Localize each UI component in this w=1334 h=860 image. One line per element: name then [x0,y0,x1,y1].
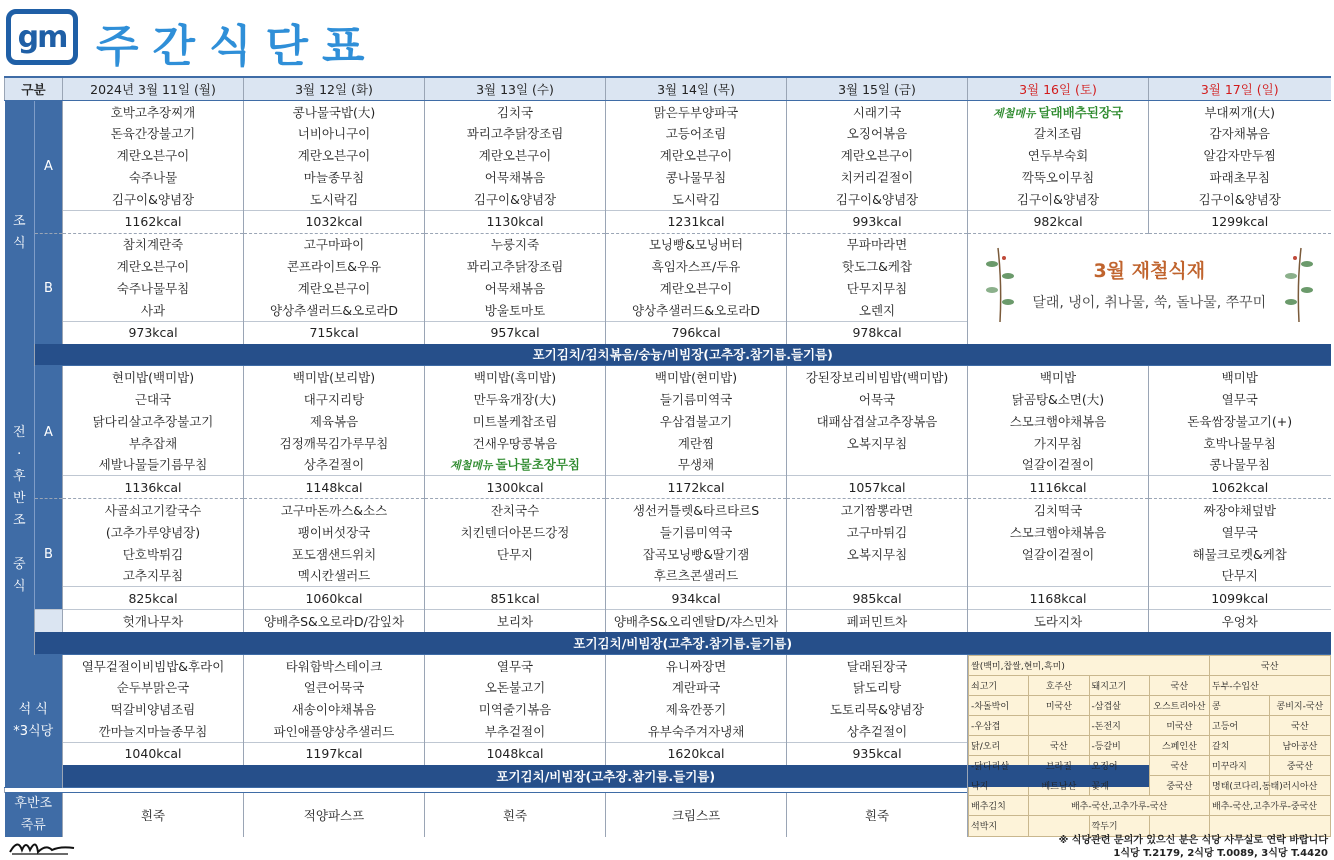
origin-cell: 콩 [1210,695,1270,715]
menu-item: 방울토마토 [425,299,606,321]
origin-cell: 중국산 [1149,776,1209,796]
origin-cell: 미국산 [1149,715,1209,735]
origin-cell: 국산 [1210,655,1331,675]
menu-item: 포도잼샌드위치 [244,543,425,565]
menu-item: 오돈불고기 [425,677,606,699]
menu-item: 부추잡채 [63,432,244,454]
menu-item: 오복지무침 [787,543,968,565]
origin-cell: 쌀(백미,찹쌀,현미,흑미) [969,655,1210,675]
origin-cell: 호주산 [1029,675,1089,695]
breakfast-b-label: B [35,233,63,343]
contact-note: ※ 식당관련 문의가 있으신 분은 식당 사무실로 연락 바랍니다 [1058,835,1328,846]
menu-item: 계란오븐구이 [244,144,425,166]
menu-item: 닭곰탕&소면(大) [968,388,1149,410]
menu-item: 백미밥(보리밥) [244,366,425,388]
late-porridge-section [5,792,63,837]
menu-item: 만두육개장(大) [425,388,606,410]
menu-item: 숙주나물무침 [63,277,244,299]
kcal-value: 1197kcal [244,742,425,764]
kcal-value: 1620kcal [606,742,787,764]
kcal-value: 1099kcal [1149,587,1331,610]
menu-item: 들기름미역국 [606,521,787,543]
menu-item: 백미밥(현미밥) [606,366,787,388]
menu-item: 파인애플양상추샐러드 [244,720,425,742]
page-title: 주간식단표 [96,21,379,72]
menu-item: 계란찜 [606,432,787,454]
menu-item: 떡갈비양념조림 [63,698,244,720]
tea-item: 양배추S&오로라D/감잎차 [244,610,425,632]
menu-item: 열무국 [1149,388,1331,410]
menu-item: 생선커틀렛&타르타르S [606,499,787,521]
menu-item: 고추지무침 [63,565,244,587]
origin-cell: -삼겹살 [1089,695,1149,715]
menu-item: 세발나물들기름무침 [63,454,244,476]
origin-cell: -닭다리살 [969,756,1029,776]
tea-item: 우엉차 [1149,610,1331,632]
menu-item [968,565,1149,587]
day-header: 3월 12일 (화) [244,77,425,100]
kcal-value: 1040kcal [63,742,244,764]
lunch-common-sides: 포기김치/비빔장(고추장.참기름.들기름) [35,632,1331,654]
menu-item: 숙주나물 [63,166,244,188]
menu-item: 잔치국수 [425,499,606,521]
menu-item: 사과 [63,299,244,321]
kcal-value: 1168kcal [968,587,1149,610]
menu-item: 도시락김 [244,188,425,210]
menu-item: 김구이&양념장 [425,188,606,210]
signature-image [8,836,78,858]
menu-item: 오렌지 [787,299,968,321]
menu-item: 어묵채볶음 [425,277,606,299]
menu-item: 알감자만두찜 [1149,144,1331,166]
menu-item: 양상추샐러드&오로라D [244,299,425,321]
origin-cell: 쇠고기 [969,675,1029,695]
menu-item: 파래초무침 [1149,166,1331,188]
menu-item: 부추겉절이 [425,720,606,742]
tea-row-spacer [35,610,63,632]
kcal-value: 1062kcal [1149,476,1331,499]
menu-item: 단무지 [425,543,606,565]
menu-item: 미역줄기볶음 [425,698,606,720]
menu-item: 부대찌개(大) [1149,100,1331,122]
menu-item: 치킨텐더아몬드강정 [425,521,606,543]
origin-cell: -돈전지 [1089,715,1149,735]
menu-item: 연두부숙회 [968,144,1149,166]
tea-item: 양배추S&오리엔탈D/쟈스민차 [606,610,787,632]
menu-item: 맑은두부양파국 [606,100,787,122]
menu-item: (고추가루양념장) [63,521,244,543]
footer-note [1059,834,1328,860]
origin-cell: 꽃게 [1089,776,1149,796]
menu-item: 계란파국 [606,677,787,699]
kcal-value: 1136kcal [63,476,244,499]
origin-of-ingredients-table [968,655,1331,837]
breakfast-section [5,100,35,366]
origin-cell [1149,816,1209,836]
origin-cell: 남아공산 [1270,736,1330,756]
kcal-value: 1299kcal [1149,210,1331,233]
origin-cell: 미국산 [1029,695,1089,715]
menu-item: 무파마라면 [787,233,968,255]
origin-cell: 고등어 [1210,715,1270,735]
menu-item: 스모크햄야채볶음 [968,521,1149,543]
breakfast-section-label: 조 식 [12,214,26,252]
kcal-value: 978kcal [787,321,968,343]
menu-item: 대패삼겹살고추장볶음 [787,410,968,432]
seasonal-badge: 제철메뉴 [449,459,493,473]
menu-item: 김치국 [425,100,606,122]
date-header-row [5,77,1331,100]
menu-item: 누룽지죽 [425,233,606,255]
menu-item: 콘프라이트&우유 [244,255,425,277]
menu-item: 김구이&양념장 [63,188,244,210]
menu-item: 깍뚝오이무침 [968,166,1149,188]
menu-item: 상추겉절이 [787,720,968,742]
origin-cell: 닭/오리 [969,736,1029,756]
day-header: 3월 13일 (수) [425,77,606,100]
menu-item: 해물크로켓&케찹 [1149,543,1331,565]
menu-item: 김구이&양념장 [1149,188,1331,210]
contact-phones: 1식당 T.2179, 2식당 T.0089, 3식당 T.4420 [1113,848,1328,859]
menu-item: 고구마튀김 [787,521,968,543]
origin-cell: 갈치 [1210,736,1270,756]
menu-item: 건새우땅콩볶음 [425,432,606,454]
menu-item: 새송이야채볶음 [244,698,425,720]
tea-item: 헛개나무차 [63,610,244,632]
origin-cell: 돼지고기 [1089,675,1149,695]
kcal-value: 1048kcal [425,742,606,764]
column-label: 구분 [5,77,63,100]
menu-item: 제육깐풍기 [606,698,787,720]
menu-item: 강된장보리비빔밥(백미밥) [787,366,968,388]
origin-cell: 브라질 [1029,756,1089,776]
menu-item: 고기짬뽕라면 [787,499,968,521]
kcal-value: 1300kcal [425,476,606,499]
menu-item: 백미밥 [968,366,1149,388]
menu-item-text: 돌나물초장무침 [495,457,581,473]
menu-item: 콩나물무침 [1149,454,1331,476]
day-header: 3월 14일 (목) [606,77,787,100]
origin-cell: 배추-국산,고추가루-국산 [1029,796,1210,816]
menu-item: 도토리묵&양념장 [787,698,968,720]
menu-item: 깐마늘지마늘종무침 [63,720,244,742]
menu-item: 얼갈이겉절이 [968,454,1149,476]
menu-item: 참치계란죽 [63,233,244,255]
origin-cell: 배추김치 [969,796,1029,816]
menu-item: 들기름미역국 [606,388,787,410]
menu-item: 모닝빵&모닝버터 [606,233,787,255]
menu-item: 김구이&양념장 [787,188,968,210]
menu-item: 도시락김 [606,188,787,210]
origin-cell: 낙지 [969,776,1029,796]
origin-cell: 오징어 [1089,756,1149,776]
menu-item: 짜장야채덮밥 [1149,499,1331,521]
origin-table-cell [968,654,1331,836]
kcal-value: 1148kcal [244,476,425,499]
menu-item: 콩나물무침 [606,166,787,188]
menu-item: 닭도리탕 [787,677,968,699]
porridge-item: 흰죽 [63,792,244,837]
origin-cell: -등갈비 [1089,736,1149,756]
origin-cell [1029,816,1089,836]
origin-cell: 석박지 [969,816,1029,836]
page-header [0,0,1334,72]
kcal-value: 1116kcal [968,476,1149,499]
menu-item: 계란오븐구이 [787,144,968,166]
menu-item: 미트볼케찹조림 [425,410,606,432]
menu-item: 사골쇠고기칼국수 [63,499,244,521]
menu-item: 근대국 [63,388,244,410]
menu-item: 얼갈이겉절이 [968,543,1149,565]
menu-item: 어묵채볶음 [425,166,606,188]
lunch-a-label: A [35,366,63,499]
weekly-menu-table [4,76,1331,837]
menu-item: 스모크햄야채볶음 [968,410,1149,432]
origin-cell: -차돌박이 [969,695,1029,715]
menu-item: 시래기국 [787,100,968,122]
menu-item [968,100,1149,122]
origin-cell [1210,816,1331,836]
kcal-value: 1130kcal [425,210,606,233]
kcal-value: 957kcal [425,321,606,343]
origin-cell: 배추-국산,고추가루-중국산 [1210,796,1331,816]
menu-item: 오징어볶음 [787,123,968,145]
day-header: 3월 15일 (금) [787,77,968,100]
menu-item: 검정깨묵김가루무침 [244,432,425,454]
menu-item: 백미밥(흑미밥) [425,366,606,388]
kcal-value: 715kcal [244,321,425,343]
menu-item: 호박고추장찌개 [63,100,244,122]
origin-cell: 국산 [1270,715,1330,735]
menu-item: 현미밥(백미밥) [63,366,244,388]
day-header: 3월 17일 (일) [1149,77,1331,100]
origin-cell: 미꾸라지 [1210,756,1270,776]
menu-item: 얼큰어묵국 [244,677,425,699]
menu-item: 유부숙주겨자냉채 [606,720,787,742]
kcal-value: 985kcal [787,587,968,610]
tea-item: 보리차 [425,610,606,632]
menu-item: 열무겉절이비빔밥&후라이 [63,654,244,676]
menu-item: 돈육간장불고기 [63,123,244,145]
menu-item: 상추겉절이 [244,454,425,476]
menu-item: 감자채볶음 [1149,123,1331,145]
kcal-value: 825kcal [63,587,244,610]
menu-item: 단무지무침 [787,277,968,299]
spring-ingredients-box [968,233,1331,343]
menu-item: 단호박튀김 [63,543,244,565]
kcal-value: 796kcal [606,321,787,343]
origin-cell: 국산 [1149,675,1209,695]
menu-item: 팽이버섯장국 [244,521,425,543]
porridge-item: 적양파스프 [244,792,425,837]
menu-item [425,565,606,587]
menu-item: 계란오븐구이 [244,277,425,299]
menu-item-text: 달래배추된장국 [1038,104,1124,120]
menu-item: 양상추샐러드&오로라D [606,299,787,321]
dinner-common-sides: 포기김치/비빔장(고추장.참기름.들기름) [63,765,1149,787]
menu-item: 열무국 [1149,521,1331,543]
menu-item: 꽈리고추닭장조림 [425,123,606,145]
day-header: 3월 16일 (토) [968,77,1149,100]
menu-item: 백미밥 [1149,366,1331,388]
origin-cell [1029,715,1089,735]
menu-item: 계란오븐구이 [425,144,606,166]
menu-item: 계란오븐구이 [606,144,787,166]
lunch-b-label: B [35,499,63,610]
origin-cell: 스페인산 [1149,736,1209,756]
origin-cell: 두부-수입산 [1210,675,1331,695]
kcal-value: 851kcal [425,587,606,610]
tea-item: 페퍼민트차 [787,610,968,632]
kcal-value: 1162kcal [63,210,244,233]
origin-cell: 러시아산 [1270,776,1330,796]
lunch-section [5,366,35,654]
menu-item: 타워함박스테이크 [244,654,425,676]
menu-item: 계란오븐구이 [63,144,244,166]
menu-item: 너비아니구이 [244,123,425,145]
menu-item: 고구마돈까스&소스 [244,499,425,521]
menu-item: 열무국 [425,654,606,676]
menu-item: 우삼겹불고기 [606,410,787,432]
menu-item: 고구마파이 [244,233,425,255]
menu-item: 콩나물국밥(大) [244,100,425,122]
menu-item: 호박나물무침 [1149,432,1331,454]
kcal-value: 973kcal [63,321,244,343]
menu-item: 제육볶음 [244,410,425,432]
menu-item: 마늘종무침 [244,166,425,188]
menu-item [787,565,968,587]
menu-item: 가지무침 [968,432,1149,454]
menu-item: 돈육쌈장불고기(+) [1149,410,1331,432]
menu-item: 계란오븐구이 [606,277,787,299]
spring-title: 3월 재철식재 [1093,259,1206,282]
menu-item: 대구지리탕 [244,388,425,410]
menu-item: 꽈리고추닭장조림 [425,255,606,277]
menu-item: 핫도그&케찹 [787,255,968,277]
menu-item: 무생채 [606,454,787,476]
kcal-value: 1060kcal [244,587,425,610]
porridge-item: 흰죽 [425,792,606,837]
origin-cell: 베트남산 [1029,776,1089,796]
menu-item: 어묵국 [787,388,968,410]
origin-cell: 콩비지-국산 [1270,695,1330,715]
porridge-item: 흰죽 [787,792,968,837]
menu-item: 오복지무침 [787,432,968,454]
spring-box [968,234,1331,344]
menu-item: 멕시칸샐러드 [244,565,425,587]
kcal-value: 1057kcal [787,476,968,499]
origin-cell: 오스트리아산 [1149,695,1209,715]
seasonal-badge: 제철메뉴 [992,106,1036,120]
menu-item: 고등어조림 [606,123,787,145]
dinner-section [5,654,63,787]
kcal-value: 993kcal [787,210,968,233]
kcal-value: 934kcal [606,587,787,610]
origin-cell: 국산 [1029,736,1089,756]
porridge-item: 크림스프 [606,792,787,837]
kcal-value: 1032kcal [244,210,425,233]
menu-item: 계란오븐구이 [63,255,244,277]
menu-item: 김치떡국 [968,499,1149,521]
kcal-value: 982kcal [968,210,1149,233]
origin-cell: 깍두기 [1089,816,1149,836]
late-porridge-section-label: 후반조 죽류 [14,795,53,833]
menu-item: 닭다리살고추장불고기 [63,410,244,432]
menu-item: 유니짜장면 [606,654,787,676]
lunch-section-label: 전 · 후 반 조 중 식 [12,425,26,595]
menu-item: 치커리겉절이 [787,166,968,188]
menu-item: 잡곡모닝빵&딸기잼 [606,543,787,565]
day-header: 2024년 3월 11일 (월) [63,77,244,100]
origin-cell: 중국산 [1270,756,1330,776]
menu-item: 갈치조림 [968,123,1149,145]
menu-item: 단무지 [1149,565,1331,587]
menu-item: 후르츠콘샐러드 [606,565,787,587]
breakfast-common-sides: 포기김치/김치볶음/숭늉/비빔장(고추장.참기름.들기름) [35,344,1331,366]
kcal-value: 935kcal [787,742,968,764]
tea-item: 도라지차 [968,610,1149,632]
menu-item: 김구이&양념장 [968,188,1149,210]
menu-item: 순두부맑은국 [63,677,244,699]
menu-item: 흑임자스프/두유 [606,255,787,277]
menu-item [787,454,968,476]
kcal-value: 1231kcal [606,210,787,233]
breakfast-a-label: A [35,100,63,233]
origin-cell: -우삼겹 [969,715,1029,735]
origin-cell: 국산 [1149,756,1209,776]
kcal-value: 1172kcal [606,476,787,499]
menu-item [425,454,606,476]
gm-logo: gm [6,9,78,65]
origin-cell: 명태(코다리,동태) [1210,776,1270,796]
menu-item: 달래된장국 [787,654,968,676]
dinner-section-label: 석 식 *3식당 [13,701,54,739]
spring-items: 달래, 냉이, 취나물, 쑥, 돌나물, 쭈꾸미 [1032,294,1267,311]
